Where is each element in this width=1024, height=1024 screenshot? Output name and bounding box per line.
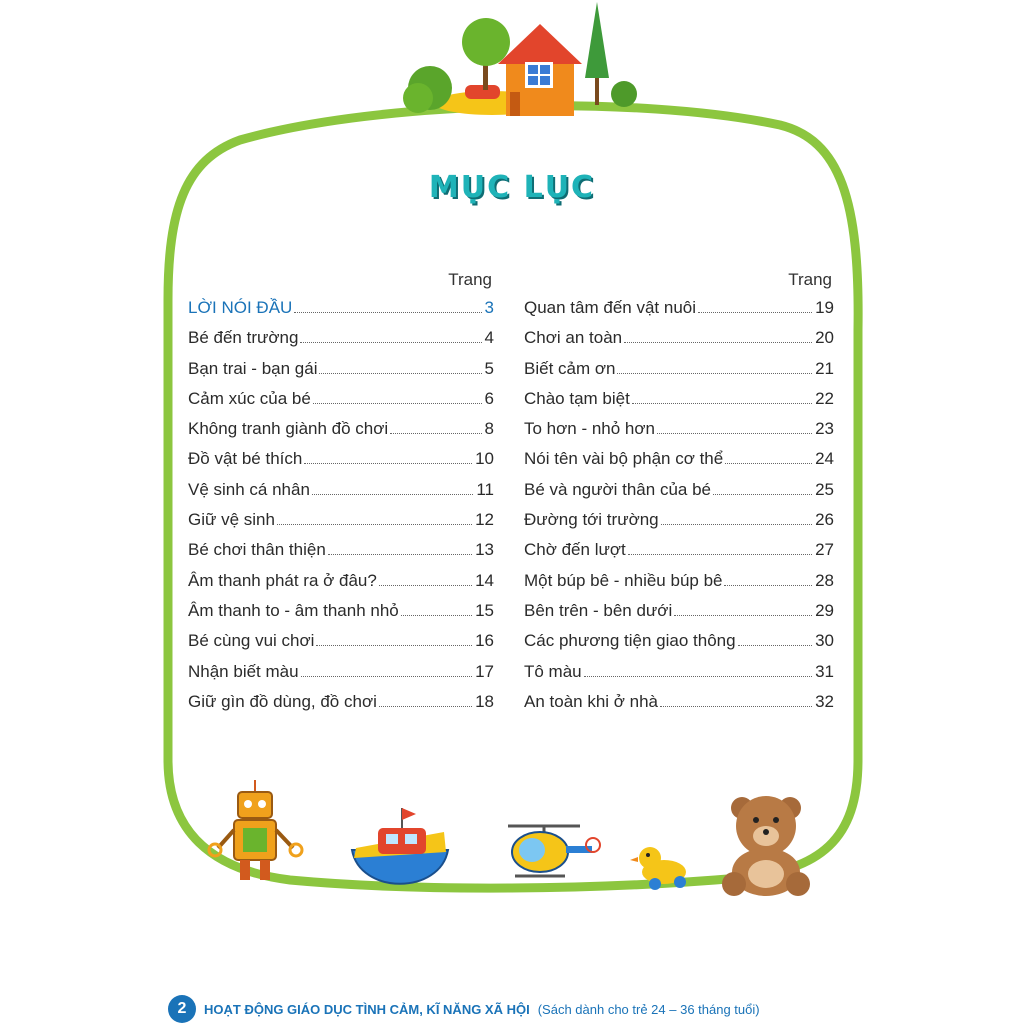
toc-entry-title: Bạn trai - bạn gái bbox=[188, 358, 318, 378]
toc-entry-page: 4 bbox=[484, 328, 494, 348]
toc-entry-page: 27 bbox=[815, 540, 834, 560]
toc-dot-leader bbox=[328, 554, 472, 555]
toc-entry-title: Đường tới trường bbox=[524, 510, 659, 530]
toc-entry[interactable] bbox=[524, 419, 834, 449]
toc-right-list bbox=[524, 298, 834, 722]
toc-dot-leader bbox=[628, 554, 812, 555]
toc-entry-page: 15 bbox=[475, 600, 494, 620]
toc-entry-title: Âm thanh to - âm thanh nhỏ bbox=[188, 600, 399, 620]
toc-entry-page: 14 bbox=[475, 570, 494, 590]
toc-entry-page: 21 bbox=[815, 358, 834, 378]
toc-entry[interactable] bbox=[524, 662, 834, 692]
toc-entry-page: 20 bbox=[815, 328, 834, 348]
toc-entry-page: 3 bbox=[484, 298, 494, 317]
toc-dot-leader bbox=[304, 463, 472, 464]
toc-entry-page: 32 bbox=[815, 691, 834, 711]
toc-entry[interactable] bbox=[188, 298, 494, 328]
toc-entry-page: 19 bbox=[815, 298, 834, 317]
toc-dot-leader bbox=[390, 433, 481, 434]
toc-entry-page: 13 bbox=[475, 540, 494, 560]
toc-entry-title: Các phương tiện giao thông bbox=[524, 631, 736, 651]
toc-left-list bbox=[188, 298, 494, 722]
toc-entry-title: Bé và người thân của bé bbox=[524, 479, 711, 499]
toc-entry[interactable] bbox=[188, 692, 494, 722]
toc-entry-page: 18 bbox=[475, 691, 494, 711]
toc-dot-leader bbox=[657, 433, 812, 434]
toc-dot-leader bbox=[632, 403, 812, 404]
toc-entry-title: Nhận biết màu bbox=[188, 661, 299, 681]
helicopter-icon bbox=[508, 826, 600, 876]
toc-entry[interactable] bbox=[524, 328, 834, 358]
toc-title: MỤC LỤC bbox=[428, 170, 596, 205]
toc-entry-title: Cảm xúc của bé bbox=[188, 388, 311, 408]
toc-entry-title: Biết cảm ơn bbox=[524, 358, 616, 378]
toc-dot-leader bbox=[316, 645, 472, 646]
toc-entry[interactable] bbox=[188, 571, 494, 601]
book-title: HOẠT ĐỘNG GIÁO DỤC TÌNH CẢM, KĨ NĂNG XÃ HỘI bbox=[204, 1001, 530, 1017]
toc-entry-title: Không tranh giành đồ chơi bbox=[188, 419, 389, 439]
book-subtitle: (Sách dành cho trẻ 24 – 36 tháng tuổi) bbox=[537, 1001, 760, 1017]
toc-dot-leader bbox=[584, 676, 812, 677]
toc-entry-page: 17 bbox=[475, 661, 494, 681]
toc-dot-leader bbox=[277, 524, 472, 525]
toc-entry[interactable] bbox=[188, 449, 494, 479]
toc-entry-title: Vệ sinh cá nhân bbox=[188, 479, 310, 499]
toc-entry-title: Bên trên - bên dưới bbox=[524, 600, 673, 620]
toc-entry-page: 5 bbox=[484, 358, 494, 378]
toc-dot-leader bbox=[379, 585, 472, 586]
toc-entry[interactable] bbox=[524, 571, 834, 601]
toc-entry[interactable] bbox=[188, 419, 494, 449]
toc-entry[interactable] bbox=[524, 449, 834, 479]
toc-entry-page: 12 bbox=[475, 510, 494, 530]
toc-entry-title: Chào tạm biệt bbox=[524, 388, 630, 408]
toc-entry-page: 25 bbox=[815, 479, 834, 499]
toc-entry-page: 26 bbox=[815, 510, 834, 530]
toc-entry-title: Nói tên vài bộ phận cơ thể bbox=[524, 449, 724, 469]
toc-dot-leader bbox=[294, 312, 481, 313]
toc-entry[interactable] bbox=[524, 359, 834, 389]
toc-entry[interactable] bbox=[188, 480, 494, 510]
toc-dot-leader bbox=[319, 373, 481, 374]
toc-entry-page: 8 bbox=[484, 419, 494, 439]
teddy-bear-icon bbox=[722, 796, 810, 896]
toc-dot-leader bbox=[674, 615, 812, 616]
page-number-badge: 2 bbox=[168, 995, 196, 1023]
toc-entry-page: 23 bbox=[815, 419, 834, 439]
toc-dot-leader bbox=[300, 342, 481, 343]
toc-entry-title: Bé đến trường bbox=[188, 328, 299, 348]
toc-entry-title: An toàn khi ở nhà bbox=[524, 691, 659, 711]
toc-entry-title: Quan tâm đến vật nuôi bbox=[524, 298, 697, 317]
boat-icon bbox=[352, 808, 448, 884]
toc-entry-title: Đồ vật bé thích bbox=[188, 449, 303, 469]
toc-entry-title: Giữ gìn đồ dùng, đồ chơi bbox=[188, 691, 377, 711]
toc-entry[interactable] bbox=[188, 540, 494, 570]
toc-dot-leader bbox=[624, 342, 812, 343]
toc-entry-title: Giữ vệ sinh bbox=[188, 510, 275, 530]
toc-entry[interactable] bbox=[524, 389, 834, 419]
toc-entry-page: 16 bbox=[475, 631, 494, 651]
toc-entry-title: Bé chơi thân thiện bbox=[188, 540, 326, 560]
toc-entry-title: LỜI NÓI ĐẦU bbox=[188, 298, 293, 317]
toc-entry-title: To hơn - nhỏ hơn bbox=[524, 419, 655, 439]
toc-entry-title: Bé cùng vui chơi bbox=[188, 631, 315, 651]
page-footer bbox=[168, 994, 760, 1024]
page-column-header: Trang bbox=[788, 270, 832, 289]
toc-entry[interactable] bbox=[188, 328, 494, 358]
toc-entry-page: 11 bbox=[476, 479, 494, 499]
toc-right-column bbox=[524, 270, 834, 722]
toc-entry-page: 22 bbox=[815, 388, 834, 408]
toc-entry[interactable] bbox=[524, 480, 834, 510]
toc-entry[interactable] bbox=[188, 359, 494, 389]
toc-dot-leader bbox=[617, 373, 812, 374]
toc-entry-page: 6 bbox=[484, 388, 494, 408]
toc-dot-leader bbox=[661, 524, 812, 525]
toc-dot-leader bbox=[698, 312, 812, 313]
toc-entry[interactable] bbox=[188, 662, 494, 692]
toc-entry[interactable] bbox=[188, 601, 494, 631]
toc-entry[interactable] bbox=[524, 510, 834, 540]
toc-entry[interactable] bbox=[524, 631, 834, 661]
toc-dot-leader bbox=[724, 585, 812, 586]
toc-entry-page: 30 bbox=[815, 631, 834, 651]
toc-dot-leader bbox=[312, 494, 473, 495]
toc-entry[interactable] bbox=[524, 298, 834, 328]
toc-dot-leader bbox=[401, 615, 472, 616]
toc-entry[interactable] bbox=[524, 692, 834, 722]
toc-entry-title: Chơi an toàn bbox=[524, 328, 623, 348]
toc-entry[interactable] bbox=[524, 601, 834, 631]
toc-dot-leader bbox=[301, 676, 473, 677]
toc-entry-page: 24 bbox=[815, 449, 834, 469]
toc-dot-leader bbox=[725, 463, 812, 464]
toc-entry-page: 28 bbox=[815, 570, 834, 590]
toc-entry-page: 29 bbox=[815, 600, 834, 620]
toc-entry-title: Chờ đến lượt bbox=[524, 540, 626, 560]
toc-entry-title: Âm thanh phát ra ở đâu? bbox=[188, 570, 377, 590]
toc-entry[interactable] bbox=[188, 510, 494, 540]
toc-dot-leader bbox=[660, 706, 812, 707]
toc-entry[interactable] bbox=[188, 631, 494, 661]
toc-dot-leader bbox=[379, 706, 472, 707]
toc-entry-title: Tô màu bbox=[524, 661, 582, 681]
toc-entry[interactable] bbox=[524, 540, 834, 570]
toc-dot-leader bbox=[713, 494, 812, 495]
toc-dot-leader bbox=[313, 403, 482, 404]
toc-dot-leader bbox=[738, 645, 813, 646]
toc-entry[interactable] bbox=[188, 389, 494, 419]
page-column-header: Trang bbox=[448, 270, 492, 289]
toc-left-column bbox=[188, 270, 494, 722]
toc-entry-title: Một búp bê - nhiều búp bê bbox=[524, 570, 723, 590]
toc-entry-page: 10 bbox=[475, 449, 494, 469]
toc-entry-page: 31 bbox=[815, 661, 834, 681]
